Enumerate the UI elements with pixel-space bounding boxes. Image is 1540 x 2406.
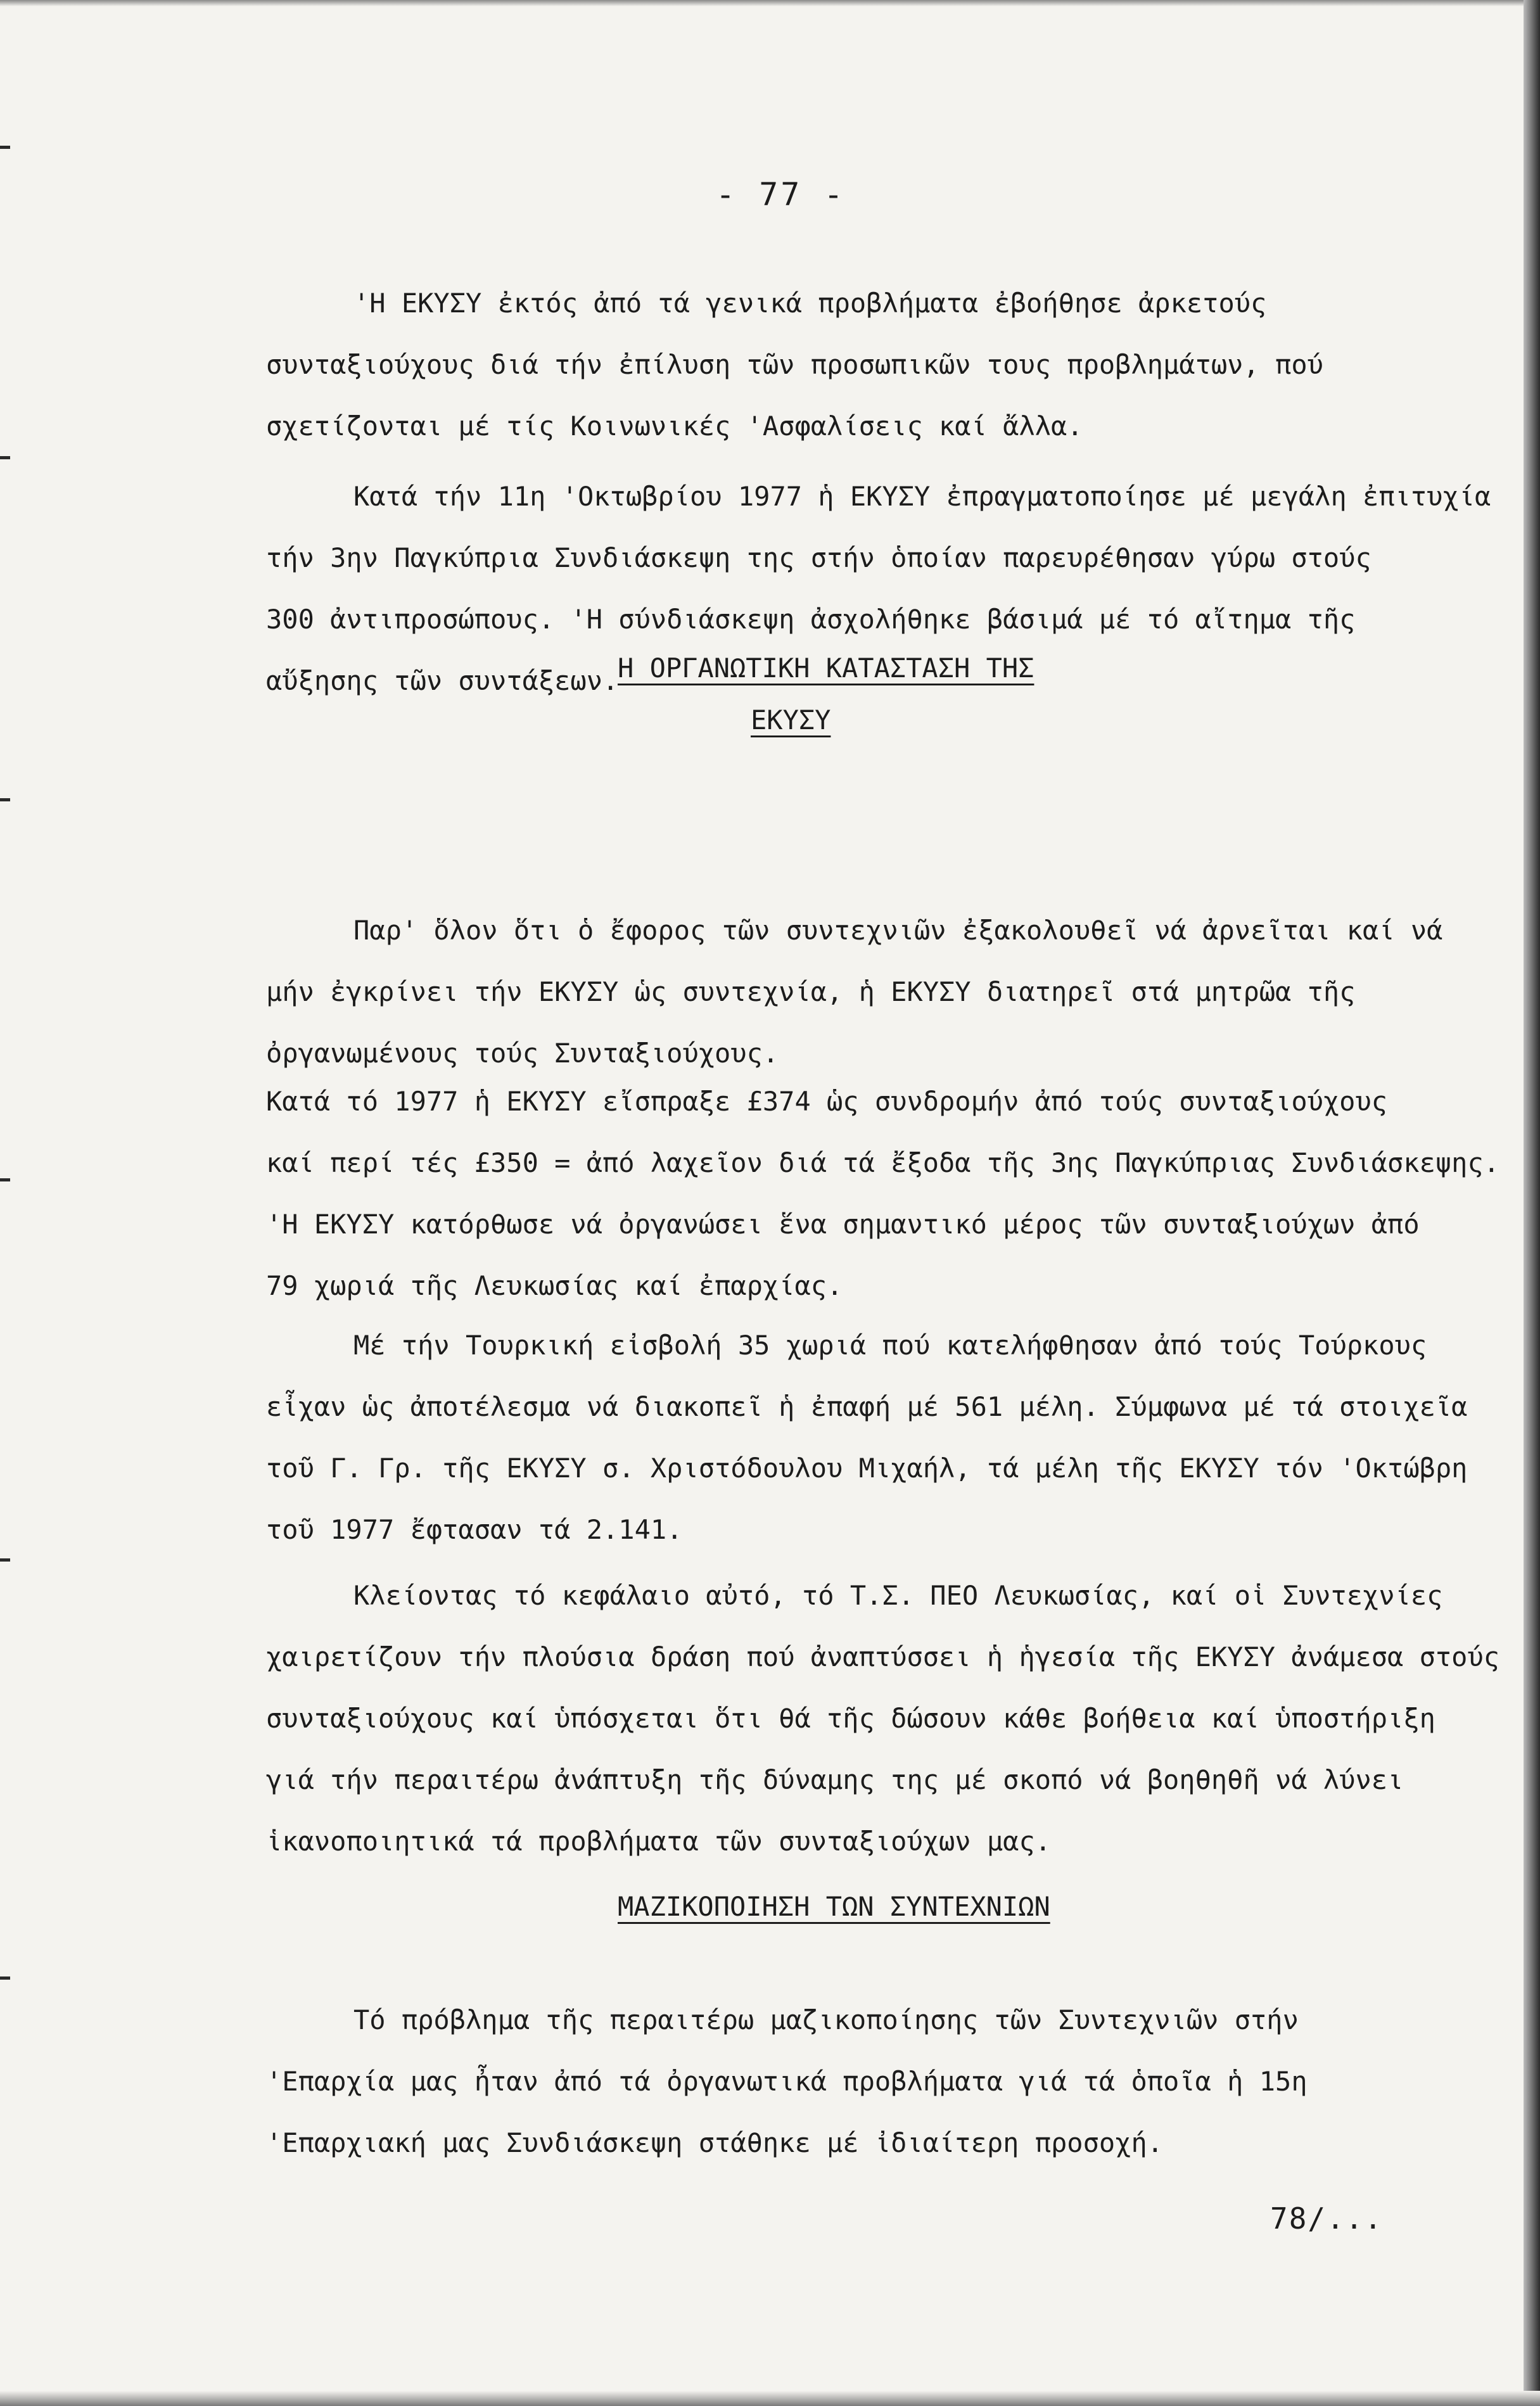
- section-heading: ΜΑΖΙΚΟΠΟΙΗΣΗ ΤΩΝ ΣΥΝΤΕΧΝΙΩΝ: [618, 1891, 1050, 1922]
- text-line: χαιρετίζουν τήν πλούσια δράση πού ἀναπτύσσει ἡ ἡγεσία τῆς ΕΚΥΣΥ ἀνάμεσα στούς: [266, 1641, 1500, 1672]
- text-line: Κατά τήν 11η 'Οκτωβρίου 1977 ἡ ΕΚΥΣΥ ἐπραγματοποίησε μέ μεγάλη ἐπιτυχία: [353, 481, 1491, 512]
- scan-mark: [0, 146, 10, 149]
- text-line: Κλείοντας τό κεφάλαιο αὐτό, τό Τ.Σ. ΠΕΟ Λευκωσίας, καί οἱ Συντεχνίες: [353, 1580, 1443, 1611]
- text-line: 'Η ΕΚΥΣΥ ἐκτός ἀπό τά γενικά προβλήματα ἐβοήθησε ἀρκετούς: [353, 288, 1267, 319]
- text-line: 79 χωριά τῆς Λευκωσίας καί ἐπαρχίας.: [266, 1270, 843, 1301]
- text-line: γιά τήν περαιτέρω ἀνάπτυξη τῆς δύναμης της μέ σκοπό νά βοηθηθῆ νά λύνει: [266, 1764, 1404, 1795]
- paragraph-finances: [266, 1071, 1501, 1316]
- text-line: 300 ἀντιπροσώπους. 'Η σύνδιάσκεψη ἀσχολήθηκε βάσιμά μέ τό αἴτημα τῆς: [266, 604, 1356, 635]
- text-line: εἶχαν ὡς ἀποτέλεσμα νά διακοπεῖ ἡ ἐπαφή μέ 561 μέλη. Σύμφωνα μέ τά στοιχεῖα: [266, 1391, 1468, 1422]
- section-heading: Η ΟΡΓΑΝΩΤΙΚΗ ΚΑΤΑΣΤΑΣΗ ΤΗΣ: [618, 652, 1034, 684]
- text-line: Παρ' ὅλον ὅτι ὁ ἔφορος τῶν συντεχνιῶν ἐξακολουθεῖ νά ἀρνεῖται καί νά: [353, 915, 1443, 946]
- paragraph-ekysy-help: [266, 272, 1501, 457]
- text-line: συνταξιούχους διά τήν ἐπίλυση τῶν προσωπικῶν τους προβλημάτων, πού: [266, 349, 1323, 380]
- scan-mark: [0, 1976, 10, 1980]
- text-line: 'Η ΕΚΥΣΥ κατόρθωσε νά ὀργανώσει ἕνα σημαντικό μέρος τῶν συνταξιούχων ἀπό: [266, 1209, 1420, 1240]
- text-line: μήν ἐγκρίνει τήν ΕΚΥΣΥ ὡς συντεχνία, ἡ ΕΚΥΣΥ διατηρεῖ στά μητρῶα τῆς: [266, 976, 1356, 1007]
- text-line: τήν 3ην Παγκύπρια Συνδιάσκεψη της στήν ὁποίαν παρευρέθησαν γύρω στούς: [266, 542, 1371, 573]
- text-line: 'Επαρχιακή μας Συνδιάσκεψη στάθηκε μέ ἰδιαίτερη προσοχή.: [266, 2127, 1164, 2158]
- text-line: Κατά τό 1977 ἡ ΕΚΥΣΥ εἴσπραξε £374 ὡς συνδρομήν ἀπό τούς συνταξιούχους: [266, 1086, 1388, 1117]
- text-line: συνταξιούχους καί ὑπόσχεται ὅτι θά τῆς δώσουν κάθε βοήθεια καί ὑποστήριξη: [266, 1703, 1435, 1734]
- text-line: ὀργανωμένους τούς Συνταξιούχους.: [266, 1038, 779, 1069]
- text-line: 'Επαρχία μας ἦταν ἀπό τά ὀργανωτικά προβλήματα γιά τά ὁποῖα ἡ 15η: [266, 2066, 1308, 2097]
- section-heading: ΕΚΥΣΥ: [751, 704, 831, 735]
- text-line: ἱκανοποιητικά τά προβλήματα τῶν συνταξιούχων μας.: [266, 1826, 1052, 1857]
- scan-mark: [0, 1178, 10, 1181]
- text-line: τοῦ 1977 ἔφτασαν τά 2.141.: [266, 1514, 683, 1545]
- scan-edge-top: [0, 0, 1540, 6]
- text-line: τοῦ Γ. Γρ. τῆς ΕΚΥΣΥ σ. Χριστόδουλου Μιχαήλ, τά μέλη τῆς ΕΚΥΣΥ τόν 'Οκτώβρη: [266, 1453, 1468, 1484]
- paragraph-registry: [266, 900, 1501, 1084]
- scan-mark: [0, 1558, 10, 1562]
- scan-edge-right: [1524, 0, 1540, 2406]
- paragraph-closing: [266, 1565, 1501, 1872]
- scan-mark: [0, 456, 10, 459]
- text-line: Μέ τήν Τουρκική εἰσβολή 35 χωριά πού κατελήφθησαν ἀπό τούς Τούρκους: [353, 1330, 1427, 1361]
- scan-mark: [0, 798, 10, 801]
- scan-edge-bottom: [0, 2391, 1540, 2406]
- continuation-marker: 78/...: [1270, 2201, 1384, 2236]
- paragraph-invasion: [266, 1314, 1501, 1560]
- text-line: Τό πρόβλημα τῆς περαιτέρω μαζικοποίησης τῶν Συντεχνιῶν στήν: [353, 2004, 1299, 2035]
- page-number: - 77 -: [716, 176, 846, 213]
- text-line: καί περί τές £350 = ἀπό λαχεῖον διά τά ἔξοδα τῆς 3ης Παγκύπριας Συνδιάσκεψης.: [266, 1147, 1500, 1178]
- text-line: αὔξησης τῶν συντάξεων.: [266, 665, 619, 696]
- paragraph-massification: [266, 1989, 1501, 2174]
- text-line: σχετίζονται μέ τίς Κοινωνικές 'Ασφαλίσεις καί ἄλλα.: [266, 411, 1083, 442]
